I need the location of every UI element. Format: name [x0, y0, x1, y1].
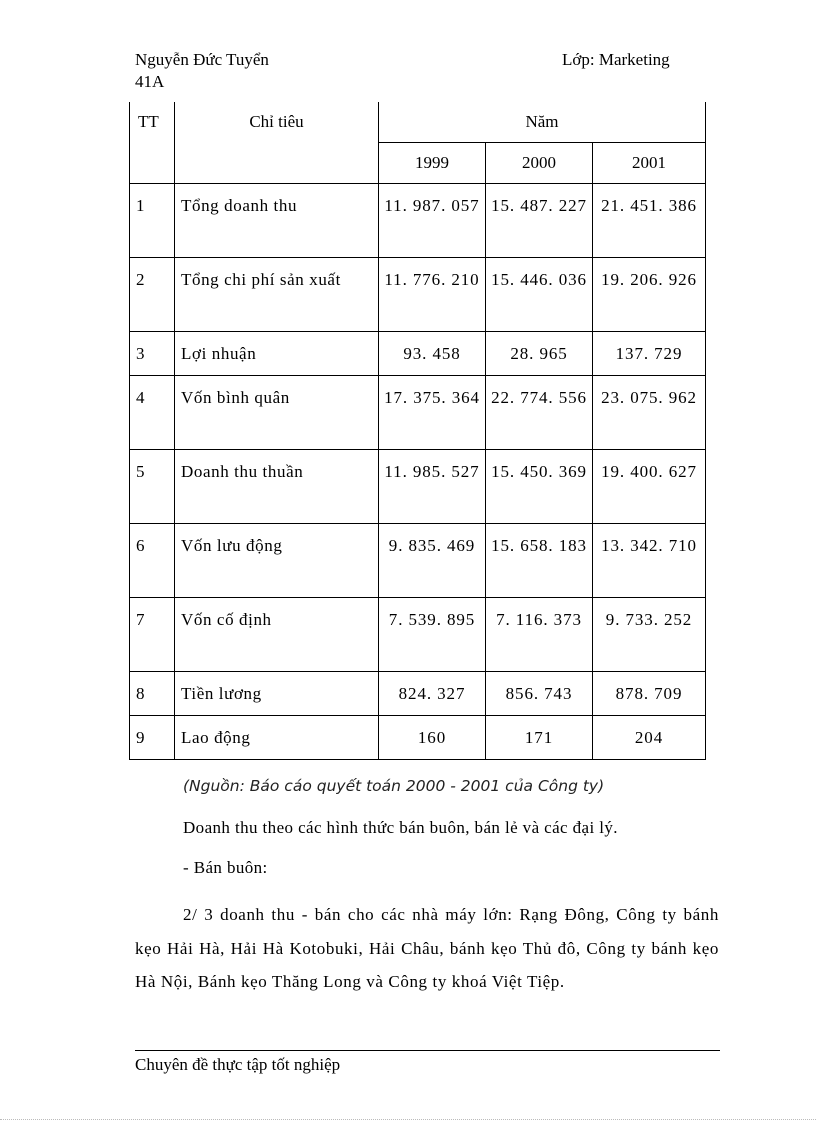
- cell-2000: 171: [486, 716, 593, 760]
- cell-2001: 9. 733. 252: [593, 598, 706, 672]
- cell-indicator: Tổng doanh thu: [175, 184, 379, 258]
- table-row: [130, 258, 706, 332]
- cell-2000: 28. 965: [486, 332, 593, 376]
- cell-tt: 1: [130, 184, 175, 258]
- cell-1999: 160: [379, 716, 486, 760]
- cell-indicator: Tổng chi phí sản xuất: [175, 258, 379, 332]
- cell-indicator: Vốn cố định: [175, 598, 379, 672]
- cell-2000: 15. 658. 183: [486, 524, 593, 598]
- table-header-row: [130, 102, 706, 143]
- page-edge: [0, 1119, 816, 1120]
- cell-2000: 7. 116. 373: [486, 598, 593, 672]
- cell-1999: 11. 985. 527: [379, 450, 486, 524]
- cell-1999: 9. 835. 469: [379, 524, 486, 598]
- table-row: [130, 184, 706, 258]
- cell-1999: 93. 458: [379, 332, 486, 376]
- cell-2001: 878. 709: [593, 672, 706, 716]
- cell-1999: 7. 539. 895: [379, 598, 486, 672]
- table-row: [130, 524, 706, 598]
- table-row: [130, 332, 706, 376]
- cell-indicator: Vốn bình quân: [175, 376, 379, 450]
- cell-tt: 2: [130, 258, 175, 332]
- cell-tt: 5: [130, 450, 175, 524]
- cell-2001: 23. 075. 962: [593, 376, 706, 450]
- cell-2001: 137. 729: [593, 332, 706, 376]
- table-row: [130, 376, 706, 450]
- header-tt: TT: [130, 102, 175, 184]
- cell-1999: 824. 327: [379, 672, 486, 716]
- cell-2001: 19. 206. 926: [593, 258, 706, 332]
- cell-indicator: Tiền lương: [175, 672, 379, 716]
- table-row: [130, 716, 706, 760]
- cell-tt: 4: [130, 376, 175, 450]
- cell-2001: 19. 400. 627: [593, 450, 706, 524]
- cell-tt: 7: [130, 598, 175, 672]
- cell-tt: 8: [130, 672, 175, 716]
- cell-2001: 204: [593, 716, 706, 760]
- header-year-group: Năm: [379, 102, 706, 143]
- cell-2000: 15. 446. 036: [486, 258, 593, 332]
- cell-tt: 3: [130, 332, 175, 376]
- header-year-2000: 2000: [486, 143, 593, 184]
- cell-indicator: Lao động: [175, 716, 379, 760]
- page-footer: Chuyên đề thực tập tốt nghiệp: [135, 1055, 341, 1074]
- cell-2001: 13. 342. 710: [593, 524, 706, 598]
- cell-tt: 9: [130, 716, 175, 760]
- cell-2001: 21. 451. 386: [593, 184, 706, 258]
- cell-1999: 11. 987. 057: [379, 184, 486, 258]
- cell-indicator: Doanh thu thuần: [175, 450, 379, 524]
- cell-tt: 6: [130, 524, 175, 598]
- cell-2000: 22. 774. 556: [486, 376, 593, 450]
- cell-2000: 15. 487. 227: [486, 184, 593, 258]
- cell-1999: 11. 776. 210: [379, 258, 486, 332]
- header-indicator: Chỉ tiêu: [175, 102, 379, 184]
- source-note: (Nguồn: Báo cáo quyết toán 2000 - 2001 của Công ty): [183, 777, 605, 795]
- table-row: [130, 672, 706, 716]
- paragraph-wholesale-heading: - Bán buôn:: [183, 858, 268, 877]
- footer-divider: [135, 1050, 720, 1051]
- cell-1999: 17. 375. 364: [379, 376, 486, 450]
- paragraph-wholesale-detail: 2/ 3 doanh thu - bán cho các nhà máy lớn: Rạng Đông, Công ty bánh kẹo Hải Hà, Hải Hà Kotobuki, Hải Châu, bánh kẹo Thủ đô, Công ty bánh kẹo Hà Nội, Bánh kẹo Thăng Long và Công ty khoá Việt Tiệp.: [135, 905, 719, 991]
- page-header-class: Lớp: Marketing: [562, 50, 670, 69]
- header-year-1999: 1999: [379, 143, 486, 184]
- financial-indicators-table: [129, 102, 706, 760]
- cell-indicator: Vốn lưu động: [175, 524, 379, 598]
- table-row: [130, 450, 706, 524]
- header-year-2001: 2001: [593, 143, 706, 184]
- table-row: [130, 598, 706, 672]
- paragraph-revenue-forms: Doanh thu theo các hình thức bán buôn, bán lẻ và các đại lý.: [183, 818, 618, 837]
- author-class-code: 41A: [135, 72, 165, 91]
- cell-indicator: Lợi nhuận: [175, 332, 379, 376]
- author-name: Nguyễn Đức Tuyển: [135, 50, 269, 69]
- page-header-author: [135, 49, 269, 93]
- cell-2000: 15. 450. 369: [486, 450, 593, 524]
- cell-2000: 856. 743: [486, 672, 593, 716]
